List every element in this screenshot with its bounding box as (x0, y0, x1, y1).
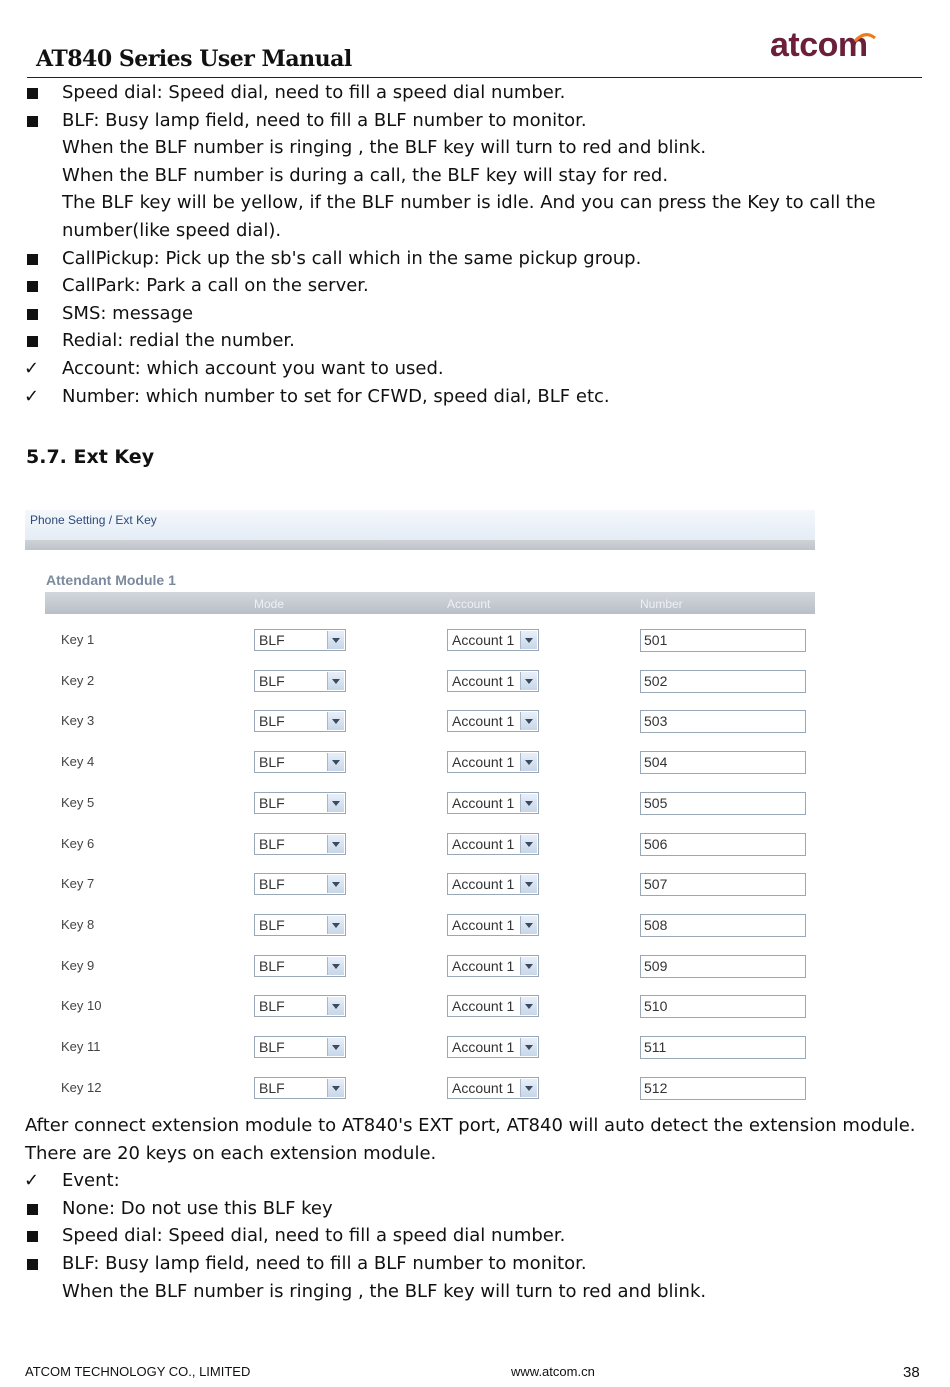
number-value: 510 (644, 998, 668, 1015)
chevron-down-icon[interactable] (520, 753, 537, 771)
mode-select[interactable] (254, 792, 346, 814)
key-label: Key 3 (61, 713, 95, 729)
checkmark-icon: ✓ (24, 358, 40, 379)
mode-value: BLF (259, 754, 285, 771)
top-list-item: Number: which number to set for CFWD, speed dial, BLF etc. (62, 385, 610, 407)
checkmark-icon: ✓ (24, 385, 40, 407)
mode-value: BLF (259, 876, 285, 893)
number-value: 505 (644, 794, 668, 811)
top-list-item: BLF: Busy lamp field, need to fill a BLF number to monitor. (62, 109, 587, 131)
footer-company: ATCOM TECHNOLOGY CO., LIMITED (25, 1364, 251, 1379)
number-value: 511 (644, 1039, 667, 1055)
account-select[interactable] (447, 995, 539, 1017)
mode-select[interactable] (254, 833, 346, 855)
account-value: Account 1 (452, 957, 515, 974)
chevron-down-icon[interactable] (327, 1079, 344, 1097)
chevron-down-icon[interactable] (327, 672, 344, 690)
account-value: Account 1 (452, 632, 515, 648)
mode-select[interactable] (254, 751, 346, 773)
mode-value: BLF (259, 672, 285, 689)
chevron-down-icon[interactable] (327, 631, 344, 649)
number-value: 503 (644, 713, 668, 730)
top-list-item: When the BLF number is during a call, the BLF key will stay for red. (62, 164, 669, 186)
manual-title: AT840 Series User Manual (36, 46, 352, 72)
square-bullet-icon (27, 309, 38, 320)
account-select[interactable] (447, 914, 539, 936)
mode-value: BLF (259, 957, 285, 974)
chevron-down-icon[interactable] (520, 997, 537, 1015)
number-value: 501 (644, 632, 668, 648)
number-value: 509 (644, 957, 668, 974)
number-value: 508 (644, 916, 668, 933)
number-value: 504 (644, 754, 668, 771)
column-account: Account (447, 597, 491, 611)
mode-select[interactable] (254, 629, 346, 651)
account-select[interactable] (447, 833, 539, 855)
account-value: Account 1 (452, 713, 515, 730)
account-select[interactable] (447, 1036, 539, 1058)
account-select[interactable] (447, 710, 539, 732)
account-value: Account 1 (452, 1039, 515, 1055)
mode-value: BLF (259, 916, 285, 933)
top-list-item: The BLF key will be yellow, if the BLF number is idle. And you can press the Key to call the (62, 192, 876, 214)
mode-value: BLF (259, 1039, 285, 1055)
key-label: Key 11 (61, 1039, 101, 1054)
account-select[interactable] (447, 670, 539, 692)
chevron-down-icon[interactable] (327, 712, 344, 730)
module-title: Attendant Module 1 (46, 572, 176, 588)
account-select[interactable] (447, 751, 539, 773)
account-select[interactable] (447, 1077, 539, 1099)
mode-select[interactable] (254, 1077, 346, 1099)
account-value: Account 1 (452, 916, 515, 933)
checkmark-icon: ✓ (24, 1170, 40, 1192)
square-bullet-icon (27, 116, 38, 127)
mode-select[interactable] (254, 710, 346, 732)
square-bullet-icon (27, 1231, 38, 1242)
chevron-down-icon[interactable] (327, 875, 344, 893)
header-divider (27, 77, 922, 78)
chevron-down-icon[interactable] (327, 916, 344, 934)
key-label: Key 8 (61, 916, 95, 932)
mode-select[interactable] (254, 955, 346, 977)
top-list-item: Speed dial: Speed dial, need to fill a speed dial number. (62, 82, 566, 103)
number-value: 507 (644, 876, 668, 893)
key-label: Key 12 (61, 1079, 102, 1095)
square-bullet-icon (27, 254, 38, 265)
mode-select[interactable] (254, 670, 346, 692)
breadcrumb-bar-shadow (25, 540, 815, 550)
chevron-down-icon[interactable] (520, 916, 537, 934)
number-input[interactable] (640, 670, 806, 693)
number-input[interactable] (640, 873, 806, 896)
bottom-list-item: There are 20 keys on each extension module. (25, 1142, 437, 1164)
key-label: Key 4 (61, 754, 95, 770)
number-input[interactable] (640, 629, 806, 652)
mode-value: BLF (259, 794, 285, 811)
bottom-list-item: After connect extension module to AT840's EXT port, AT840 will auto detect the extension module. (25, 1115, 916, 1136)
bottom-list-item: BLF: Busy lamp field, need to fill a BLF number to monitor. (62, 1253, 587, 1274)
number-input[interactable] (640, 833, 806, 856)
top-list-item: Redial: redial the number. (62, 330, 295, 352)
mode-value: BLF (259, 998, 285, 1015)
number-value: 506 (644, 835, 668, 852)
chevron-down-icon[interactable] (327, 1038, 344, 1056)
top-list-item: Account: which account you want to used. (62, 358, 444, 379)
account-select[interactable] (447, 873, 539, 895)
mode-value: BLF (259, 835, 285, 852)
top-list-item: CallPark: Park a call on the server. (62, 275, 369, 297)
account-select[interactable] (447, 792, 539, 814)
mode-select[interactable] (254, 873, 346, 895)
number-input[interactable] (640, 792, 806, 815)
key-label: Key 2 (61, 672, 95, 688)
number-input[interactable] (640, 710, 806, 733)
account-value: Account 1 (452, 1079, 515, 1096)
logo-accent-icon (853, 32, 877, 42)
column-number: Number (640, 597, 683, 611)
breadcrumb: Phone Setting / Ext Key (30, 513, 157, 527)
chevron-down-icon[interactable] (327, 957, 344, 975)
chevron-down-icon[interactable] (327, 997, 344, 1015)
top-list-item: When the BLF number is ringing , the BLF key will turn to red and blink. (62, 137, 707, 159)
account-value: Account 1 (452, 754, 515, 771)
key-label: Key 5 (61, 794, 95, 810)
key-label: Key 10 (61, 998, 102, 1014)
chevron-down-icon[interactable] (327, 753, 344, 771)
account-value: Account 1 (452, 835, 515, 852)
chevron-down-icon[interactable] (520, 794, 537, 812)
account-select[interactable] (447, 955, 539, 977)
chevron-down-icon[interactable] (327, 794, 344, 812)
number-input[interactable] (640, 914, 806, 937)
account-value: Account 1 (452, 876, 515, 893)
chevron-down-icon[interactable] (520, 1079, 537, 1097)
mode-value: BLF (259, 713, 285, 730)
mode-select[interactable] (254, 1036, 346, 1058)
account-value: Account 1 (452, 672, 515, 689)
page-number: 38 (903, 1364, 920, 1381)
chevron-down-icon[interactable] (520, 835, 537, 853)
bottom-list-item: Event: (62, 1170, 120, 1192)
atcom-logo: atcom (770, 26, 868, 64)
mode-value: BLF (259, 632, 285, 648)
number-value: 512 (644, 1079, 668, 1096)
number-input[interactable] (640, 995, 806, 1018)
chevron-down-icon[interactable] (327, 835, 344, 853)
number-input[interactable] (640, 1036, 806, 1059)
bottom-list-item: None: Do not use this BLF key (62, 1197, 333, 1219)
number-value: 502 (644, 672, 668, 689)
mode-select[interactable] (254, 995, 346, 1017)
chevron-down-icon[interactable] (520, 712, 537, 730)
account-select[interactable] (447, 629, 539, 651)
number-input[interactable] (640, 751, 806, 774)
number-input[interactable] (640, 955, 806, 978)
square-bullet-icon (27, 1259, 38, 1270)
square-bullet-icon (27, 336, 38, 347)
bottom-list-item: Speed dial: Speed dial, need to fill a speed dial number. (62, 1225, 566, 1247)
square-bullet-icon (27, 88, 38, 99)
mode-select[interactable] (254, 914, 346, 936)
bottom-list-item: When the BLF number is ringing , the BLF key will turn to red and blink. (62, 1280, 707, 1302)
key-label: Key 7 (61, 876, 95, 892)
number-input[interactable] (640, 1077, 806, 1100)
square-bullet-icon (27, 1204, 38, 1215)
chevron-down-icon[interactable] (520, 875, 537, 893)
footer-url: www.atcom.cn (511, 1364, 595, 1379)
chevron-down-icon[interactable] (520, 672, 537, 690)
account-value: Account 1 (452, 998, 515, 1015)
account-value: Account 1 (452, 794, 515, 811)
top-list-item: number(like speed dial). (62, 220, 282, 241)
chevron-down-icon[interactable] (520, 1038, 537, 1056)
key-label: Key 9 (61, 957, 95, 973)
key-label: Key 6 (61, 835, 95, 851)
table-header (45, 592, 815, 614)
key-label: Key 1 (61, 632, 95, 647)
section-heading: 5.7. Ext Key (26, 446, 155, 468)
chevron-down-icon[interactable] (520, 631, 537, 649)
column-mode: Mode (254, 597, 285, 611)
top-list-item: CallPickup: Pick up the sb's call which in the same pickup group. (62, 247, 642, 269)
square-bullet-icon (27, 281, 38, 292)
chevron-down-icon[interactable] (520, 957, 537, 975)
top-list-item: SMS: message (62, 302, 194, 324)
mode-value: BLF (259, 1079, 285, 1096)
